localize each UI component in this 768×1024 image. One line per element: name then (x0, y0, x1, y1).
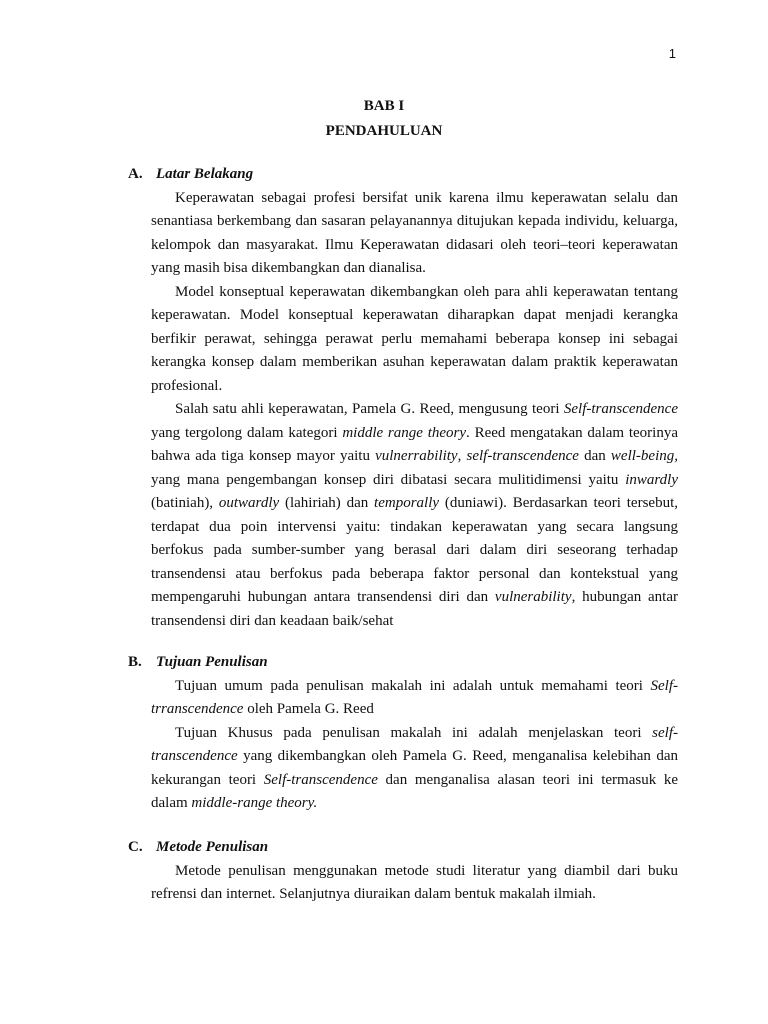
text-run: Tujuan umum pada penulisan makalah ini adalah untuk memahami teori (175, 677, 651, 694)
section-letter: A. (128, 166, 143, 182)
text-run: yang dikembangkan oleh Pamela G. Reed, menganalisa kelebihan dan kekurangan teori (151, 748, 678, 788)
italic-text: temporally (374, 495, 440, 511)
text-run: Metode penulisan menggunakan metode studi literatur yang diambil dari buku refrensi dan internet. Selanjutnya diuraikan dalam bentuk makalah ilmiah. (151, 862, 678, 902)
section-title: Tujuan Penulisan (156, 654, 268, 670)
page-number: 1 (668, 46, 676, 61)
text-run: (duniawi). Berdasarkan teori tersebut, terdapat dua poin intervensi yaitu: tindakan keperawatan yang secara langsung berfokus pada sumber-sumber yang berasal dari dalam diri seseorang terhadap transendensi atau berfokus pada beberapa faktor personal dan kontekstual yang mempengaruhi hubungan antara transendensi diri dan (151, 495, 678, 605)
paragraph (151, 722, 678, 816)
section-tujuan-penulisan (128, 651, 678, 816)
italic-text: Self-trranscendence (151, 677, 678, 717)
italic-text: self-transcendence (466, 448, 579, 464)
text-run: dan (578, 448, 611, 464)
section-heading (128, 836, 678, 860)
italic-text: middle-range theory. (191, 795, 318, 811)
italic-text: outwardly (218, 495, 280, 511)
italic-text: middle range theory (342, 424, 467, 441)
italic-text: vulnerrability (375, 448, 458, 464)
text-run: yang tergolong dalam kategori (151, 424, 343, 441)
text-run: Keperawatan sebagai profesi bersifat unik karena ilmu keperawatan selalu dan senantiasa berkembang dan sasaran pelayanannya ditujukan kepada individu, keluarga, kelompok dan masyarakat. Ilmu Keperawatan didasari oleh teori–teori keperawatan yang masih bisa dikembangkan dan dianalisa. (151, 189, 678, 276)
chapter-title: PENDAHULUAN (325, 123, 443, 139)
italic-text: Self-transcendence (563, 401, 678, 417)
section-letter: B. (128, 654, 142, 670)
text-run: Model konseptual keperawatan dikembangkan oleh para ahli keperawatan tentang keperawatan. Model konseptual keperawatan diharapkan dapat menjadi kerangka berfikir perawat, sehingga perawat perlu memahami beberapa konsep ini sebagai kerangka konsep dalam memberikan asuhan keperawatan dalam praktik keperawatan profesional. (151, 283, 678, 394)
paragraph (151, 860, 678, 907)
text-run: Salah satu ahli keperawatan, Pamela G. Reed, mengusung teori (175, 401, 564, 417)
text-run: , hubungan antar transendensi diri dan keadaan baik/sehat (151, 589, 679, 629)
section-metode-penulisan (128, 836, 678, 907)
section-letter: C. (128, 839, 143, 855)
chapter-label: BAB I (363, 98, 405, 114)
section-title: Latar Belakang (156, 166, 254, 182)
section-body (151, 187, 678, 634)
chapter-heading (0, 94, 768, 144)
section-title: Metode Penulisan (156, 839, 269, 855)
section-latar-belakang (128, 163, 678, 633)
text-run: , (457, 448, 467, 464)
paragraph (151, 281, 678, 399)
section-body (151, 860, 678, 907)
italic-text: inwardly (625, 471, 678, 488)
text-run: yang mana pengembangan konsep diri dibatasi secara mulitidimensi yaitu (151, 471, 626, 488)
section-body (151, 675, 678, 816)
italic-text: Self-transcendence (263, 771, 378, 788)
text-run: Tujuan Khusus pada penulisan makalah ini adalah menjelaskan teori (175, 724, 653, 741)
section-heading (128, 651, 678, 675)
text-run: . Reed mengatakan dalam teorinya bahwa ada tiga konsep mayor yaitu (151, 424, 679, 464)
text-run: oleh Pamela G. Reed (243, 701, 374, 717)
text-run: (lahiriah) dan (279, 495, 375, 511)
paragraph (151, 187, 678, 281)
paragraph (151, 675, 678, 722)
text-run: (batiniah), (151, 495, 219, 511)
italic-text: well-being, (610, 448, 678, 464)
paragraph (151, 398, 678, 633)
text-run: dan menganalisa alasan teori ini termasuk ke dalam (151, 771, 678, 811)
italic-text: vulnerability (494, 589, 572, 605)
section-heading (128, 163, 678, 187)
italic-text: self-transcendence (151, 724, 678, 764)
